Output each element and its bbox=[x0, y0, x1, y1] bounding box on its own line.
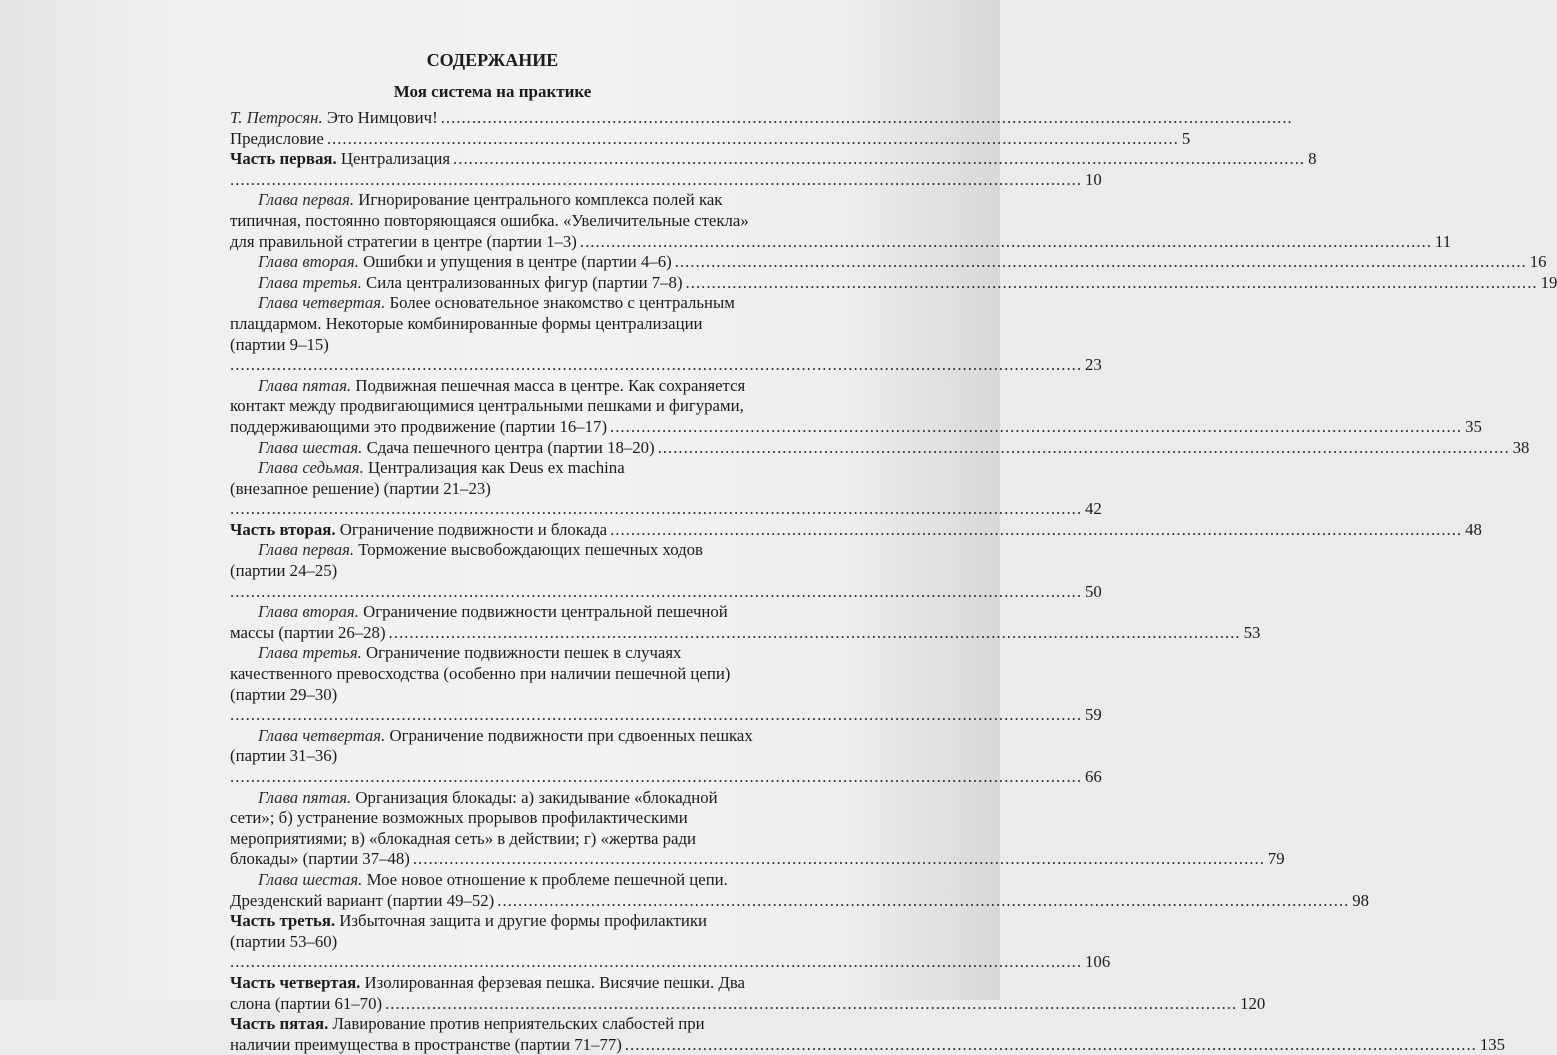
toc-line bbox=[230, 169, 1102, 191]
toc-line-text bbox=[230, 211, 749, 232]
dot-leader bbox=[230, 355, 1082, 376]
toc-line bbox=[230, 849, 1285, 870]
toc-line bbox=[230, 808, 755, 829]
toc-line bbox=[230, 272, 1557, 294]
page-number: 19 bbox=[1540, 272, 1557, 292]
toc-entry bbox=[230, 602, 1261, 643]
dot-leader bbox=[385, 994, 1237, 1015]
toc-line-prefix: Глава первая. bbox=[258, 190, 355, 210]
toc-line bbox=[230, 993, 1266, 1015]
toc-line-body: Ограничение подвижности пешек в случаях bbox=[361, 643, 682, 663]
toc-line bbox=[230, 829, 755, 850]
toc-line bbox=[230, 1034, 1506, 1055]
toc-line bbox=[230, 293, 755, 314]
toc-line-text bbox=[230, 479, 491, 500]
toc-line-body: Организация блокады: а) закидывание «блокадной bbox=[351, 787, 718, 807]
page-number: 106 bbox=[1085, 952, 1111, 972]
toc-line-body: для правильной стратегии в центре (партии 1–3) bbox=[230, 231, 577, 251]
dot-leader bbox=[453, 149, 1305, 170]
toc-line-body: поддерживающими это продвижение (партии 16–17) bbox=[230, 416, 608, 436]
toc-line bbox=[230, 149, 1317, 170]
toc-line bbox=[230, 911, 755, 932]
toc-line-body: Ограничение подвижности при сдвоенных пешках bbox=[385, 725, 753, 745]
toc-line-prefix: Глава третья. bbox=[258, 643, 362, 663]
toc-line-prefix: Глава четвертая. bbox=[258, 725, 386, 745]
dot-leader bbox=[413, 849, 1265, 870]
toc-entry bbox=[230, 869, 1370, 911]
dot-leader bbox=[230, 952, 1082, 973]
dot-leader bbox=[230, 705, 1082, 726]
toc-line-body: Ограничение подвижности центральной пешечной bbox=[358, 602, 728, 622]
page-number: 38 bbox=[1512, 437, 1530, 457]
dot-leader bbox=[610, 417, 1462, 438]
toc-line-body: Лавирование против неприятельских слабостей при bbox=[328, 1014, 705, 1034]
toc-entries bbox=[230, 108, 1557, 1055]
toc-line-body: Ошибки и упущения в центре (партии 4–6) bbox=[358, 252, 672, 272]
toc-line bbox=[230, 231, 1452, 253]
toc-line bbox=[230, 376, 755, 397]
toc-line-body: Дрезденский вариант (партии 49–52) bbox=[230, 890, 495, 910]
toc-entry bbox=[230, 519, 1482, 541]
toc-entry bbox=[230, 1014, 1506, 1055]
toc-line-body: Сдача пешечного центра (партии 18–20) bbox=[362, 437, 655, 457]
toc-line bbox=[230, 767, 1102, 788]
toc-entry bbox=[230, 787, 1285, 870]
toc-line-text bbox=[230, 232, 577, 253]
toc-line bbox=[230, 540, 755, 561]
toc-entry bbox=[230, 911, 1111, 973]
toc-line-text bbox=[258, 252, 672, 273]
toc-line-body: Сила централизованных фигур (партии 7–8) bbox=[361, 272, 683, 292]
toc-line-body: наличии преимущества в пространстве (партии 71–77) bbox=[230, 1034, 622, 1054]
toc-line-body: Избыточная защита и другие формы профилактики bbox=[335, 911, 707, 931]
toc-line-body: (партии 9–15) bbox=[230, 334, 329, 354]
toc-line bbox=[230, 581, 1102, 603]
dot-leader bbox=[230, 582, 1082, 603]
toc-line-text bbox=[230, 149, 450, 170]
toc-line bbox=[230, 561, 755, 582]
toc-line-body: (внезапное решение) (партии 21–23) bbox=[230, 478, 491, 498]
toc-entry bbox=[230, 437, 1530, 459]
toc-line-body: (партии 24–25) bbox=[230, 561, 338, 581]
section-title: Моя система на практике bbox=[393, 82, 592, 101]
toc-line-text bbox=[230, 849, 410, 870]
toc-line bbox=[230, 726, 755, 747]
toc-line bbox=[230, 705, 1102, 726]
toc-line bbox=[230, 458, 755, 479]
toc-line bbox=[230, 602, 755, 623]
toc-entry bbox=[230, 643, 1102, 725]
toc-line-text bbox=[230, 746, 337, 767]
toc-line-prefix: Т. Петросян. bbox=[230, 108, 323, 127]
toc-line-body: мероприятиями; в) «блокадная сеть» в действии; г) «жертва ради bbox=[230, 828, 696, 848]
toc-line-text bbox=[258, 376, 745, 397]
toc-line-body: Более основательное знакомство с центральным bbox=[385, 293, 735, 313]
toc-line-body: сети»; б) устранение возможных прорывов профилактическими bbox=[230, 808, 688, 828]
toc-line-prefix: Глава седьмая. bbox=[258, 458, 364, 478]
toc-line-text bbox=[230, 1014, 705, 1035]
page-number: 42 bbox=[1085, 499, 1102, 519]
toc-line-text bbox=[258, 458, 625, 479]
page-number: 16 bbox=[1529, 252, 1547, 272]
page-number: 5 bbox=[1181, 128, 1191, 148]
toc-line-prefix: Глава первая. bbox=[258, 540, 355, 560]
toc-line-text bbox=[230, 664, 730, 685]
toc-line-text bbox=[230, 314, 703, 335]
toc-line-prefix: Глава четвертая. bbox=[258, 293, 386, 313]
toc-line-text bbox=[258, 438, 655, 459]
dot-leader bbox=[441, 108, 1293, 129]
toc-line-text bbox=[230, 129, 324, 150]
table-of-contents bbox=[230, 40, 1557, 1055]
toc-line-prefix: Глава третья. bbox=[258, 272, 362, 292]
toc-line bbox=[230, 788, 755, 809]
toc-line-body: Централизация bbox=[336, 149, 451, 169]
toc-line-text bbox=[230, 623, 386, 644]
toc-line-body: Торможение высвобождающих пешечных ходов bbox=[354, 540, 703, 560]
page-number: 120 bbox=[1240, 993, 1266, 1013]
toc-line-text bbox=[258, 726, 753, 747]
toc-entry bbox=[230, 128, 1191, 150]
toc-line bbox=[230, 519, 1482, 541]
toc-line-body: Предисловие bbox=[230, 128, 324, 148]
toc-entry bbox=[230, 725, 1102, 788]
toc-line bbox=[230, 952, 1111, 973]
toc-entry bbox=[230, 272, 1557, 294]
toc-line-prefix: Часть четвертая. bbox=[230, 972, 361, 992]
toc-line bbox=[230, 128, 1191, 150]
toc-entry bbox=[230, 972, 1266, 1014]
toc-line-prefix: Часть пятая. bbox=[230, 1014, 329, 1034]
toc-line-text bbox=[230, 973, 745, 994]
toc-line-text bbox=[230, 932, 337, 953]
toc-line-body: (партии 31–36) bbox=[230, 746, 338, 766]
toc-entry bbox=[230, 458, 1102, 520]
toc-line bbox=[230, 622, 1261, 644]
toc-entry bbox=[230, 169, 1452, 252]
page-number: 135 bbox=[1479, 1034, 1506, 1054]
toc-line bbox=[230, 190, 755, 211]
toc-line bbox=[230, 1014, 755, 1035]
toc-line-text bbox=[230, 911, 707, 932]
page-number: 53 bbox=[1243, 622, 1261, 642]
toc-line bbox=[230, 499, 1102, 520]
page-title: СОДЕРЖАНИЕ bbox=[426, 50, 559, 70]
toc-entry bbox=[230, 293, 1102, 375]
toc-line bbox=[230, 479, 755, 500]
toc-line-text bbox=[230, 520, 607, 541]
toc-line-text bbox=[230, 396, 744, 417]
dot-leader bbox=[389, 623, 1241, 644]
toc-line-text bbox=[258, 540, 703, 561]
toc-entry bbox=[230, 108, 755, 129]
toc-line-text bbox=[258, 788, 718, 809]
toc-line bbox=[230, 252, 1547, 273]
page-number: 66 bbox=[1085, 767, 1102, 786]
toc-line-body: Изолированная ферзевая пешка. Висячие пешки. Два bbox=[360, 972, 746, 992]
toc-entry bbox=[230, 540, 1102, 602]
toc-line-body: (партии 53–60) bbox=[230, 931, 338, 951]
toc-line-body: блокады» (партии 37–48) bbox=[230, 849, 410, 869]
toc-line-text bbox=[258, 273, 683, 294]
toc-line-text bbox=[230, 561, 337, 582]
toc-line-prefix: Часть вторая. bbox=[230, 519, 336, 539]
toc-line-text bbox=[230, 808, 688, 829]
toc-line-text bbox=[230, 891, 494, 912]
page-number: 10 bbox=[1085, 169, 1102, 189]
toc-line-prefix: Часть третья. bbox=[230, 911, 336, 931]
toc-line bbox=[230, 314, 755, 335]
toc-line-prefix: Глава вторая. bbox=[258, 252, 359, 272]
toc-line-text bbox=[258, 643, 681, 664]
page-number: 98 bbox=[1352, 890, 1370, 910]
dot-leader bbox=[230, 170, 1082, 191]
toc-line-body: Игнорирование центрального комплекса полей как bbox=[354, 190, 723, 210]
dot-leader bbox=[230, 767, 1082, 788]
page-number: 48 bbox=[1465, 519, 1482, 539]
toc-line bbox=[230, 211, 755, 232]
dot-leader bbox=[580, 232, 1432, 253]
toc-line-body: слона (партии 61–70) bbox=[230, 993, 383, 1013]
dot-leader bbox=[658, 438, 1510, 459]
dot-leader bbox=[610, 520, 1462, 541]
toc-line-text bbox=[230, 108, 438, 129]
toc-line-body: плацдармом. Некоторые комбинированные формы централизации bbox=[230, 313, 703, 333]
toc-line-text bbox=[230, 417, 607, 438]
toc-line-text bbox=[230, 685, 337, 706]
toc-line-body: типичная, постоянно повторяющаяся ошибка. «Увеличительные стекла» bbox=[230, 210, 749, 230]
toc-line bbox=[230, 108, 755, 129]
toc-line-prefix: Глава шестая. bbox=[258, 437, 363, 457]
dot-leader bbox=[625, 1035, 1477, 1055]
toc-line bbox=[230, 664, 755, 685]
toc-line-body: качественного превосходства (особенно при наличии пешечной цепи) bbox=[230, 664, 731, 684]
dot-leader bbox=[230, 499, 1082, 520]
toc-line bbox=[230, 890, 1370, 912]
page-number: 8 bbox=[1308, 149, 1317, 169]
toc-line-body: Подвижная пешечная масса в центре. Как сохраняется bbox=[351, 375, 746, 395]
toc-line bbox=[230, 335, 755, 356]
dot-leader bbox=[497, 891, 1349, 912]
toc-line bbox=[230, 355, 1102, 376]
toc-line-text bbox=[258, 190, 722, 211]
toc-line-prefix: Глава шестая. bbox=[258, 869, 363, 889]
toc-line bbox=[230, 870, 755, 891]
toc-line-prefix: Глава пятая. bbox=[258, 787, 352, 807]
page-number: 50 bbox=[1085, 581, 1102, 601]
toc-line-text bbox=[258, 293, 735, 314]
toc-line bbox=[230, 643, 755, 664]
page-number: 11 bbox=[1434, 231, 1452, 251]
toc-line bbox=[230, 437, 1530, 459]
toc-line-text bbox=[230, 994, 382, 1015]
toc-line-text bbox=[258, 870, 728, 891]
toc-line-text bbox=[230, 829, 696, 850]
dot-leader bbox=[675, 252, 1527, 273]
toc-line-body: Централизация как Deus ex machina bbox=[363, 458, 625, 478]
page-number: 23 bbox=[1085, 355, 1102, 375]
toc-line-text bbox=[258, 602, 728, 623]
dot-leader bbox=[686, 273, 1538, 294]
dot-leader bbox=[327, 129, 1179, 150]
toc-line-prefix: Глава пятая. bbox=[258, 375, 352, 395]
toc-line bbox=[230, 746, 755, 767]
toc-entry bbox=[230, 375, 1482, 438]
toc-line-text bbox=[230, 1035, 622, 1055]
toc-line bbox=[230, 416, 1482, 438]
toc-line bbox=[230, 685, 755, 706]
toc-line bbox=[230, 932, 755, 953]
toc-line-prefix: Часть первая. bbox=[230, 149, 337, 169]
toc-line-body: (партии 29–30) bbox=[230, 684, 338, 704]
toc-line-body: Мое новое отношение к проблеме пешечной цепи. bbox=[362, 869, 728, 889]
toc-line bbox=[230, 973, 755, 994]
page-number: 79 bbox=[1267, 849, 1285, 869]
toc-line-prefix: Глава вторая. bbox=[258, 602, 359, 622]
toc-line-body: контакт между продвигающимися центральными пешками и фигурами, bbox=[230, 396, 744, 416]
toc-line-text bbox=[230, 335, 329, 356]
toc-line-body: Ограничение подвижности и блокада bbox=[335, 519, 608, 539]
toc-line bbox=[230, 396, 755, 417]
page-number: 59 bbox=[1085, 705, 1102, 725]
page-number: 35 bbox=[1465, 416, 1482, 436]
toc-entry bbox=[230, 149, 1317, 170]
toc-line-body: Это Нимцович! bbox=[322, 108, 438, 127]
toc-entry bbox=[230, 252, 1547, 273]
toc-line-body: массы (партии 26–28) bbox=[230, 622, 386, 642]
